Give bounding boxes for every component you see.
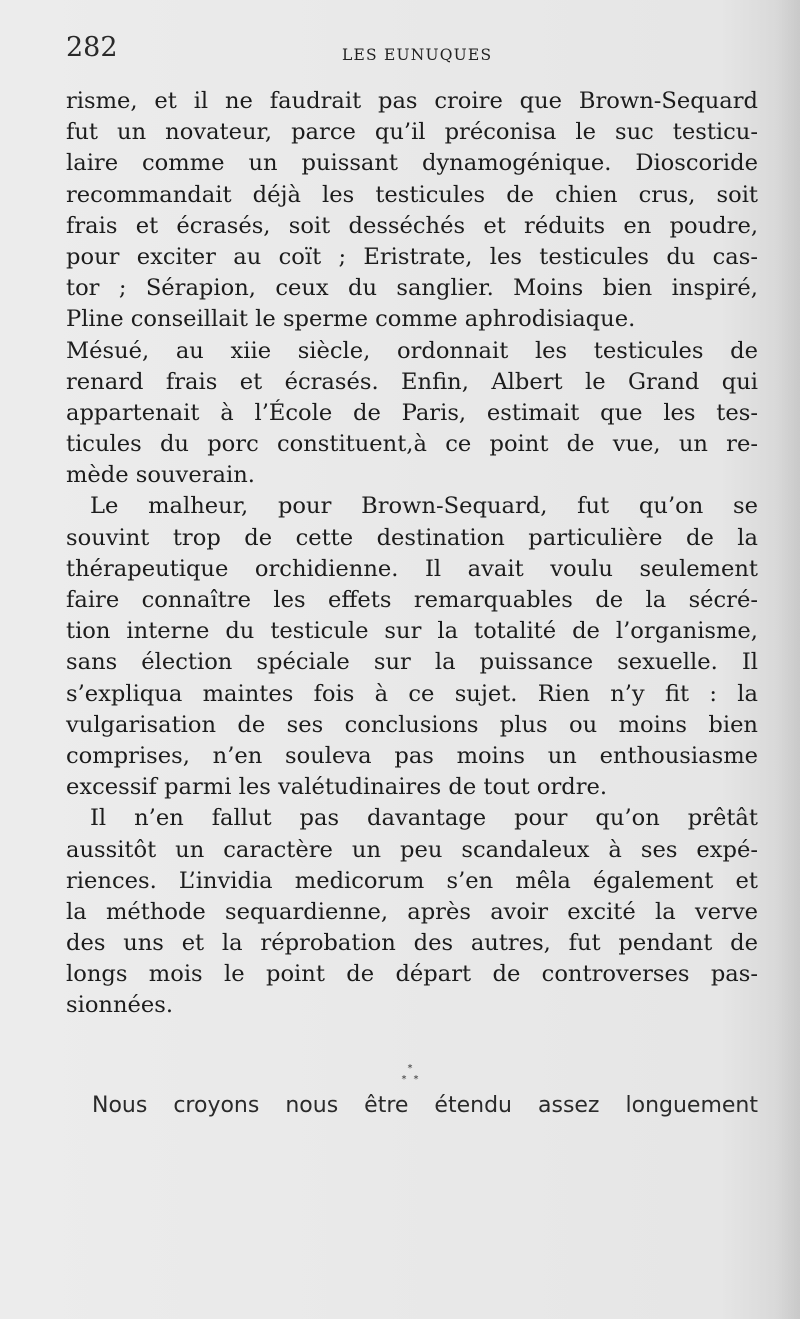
asterism-ornament	[394, 1062, 426, 1088]
text-line: aussitôt un caractère un peu scandaleux à ses expé-	[66, 836, 758, 863]
text-line: Le malheur, pour Brown-Sequard, fut qu’on se	[90, 493, 758, 520]
text-line: tion interne du testicule sur la totalité de l’organisme,	[66, 618, 758, 645]
text-line: excessif parmi les valétudinaires de tout ordre.	[66, 774, 608, 801]
svg-text:*: *	[401, 1074, 407, 1085]
text-line: tor ; Sérapion, ceux du sanglier. Moins bien inspiré,	[66, 275, 758, 302]
svg-text:*: *	[407, 1063, 413, 1074]
text-line: recommandait déjà les testicules de chien crus, soit	[66, 181, 758, 208]
text-line: sionnées.	[66, 992, 174, 1019]
body-text	[66, 86, 758, 1022]
running-title: LES EUNUQUES	[342, 46, 493, 64]
text-line: laire comme un puissant dynamogénique. Dioscoride	[66, 150, 758, 177]
text-line: renard frais et écrasés. Enfin, Albert le Grand qui	[66, 368, 758, 395]
text-line: sans élection spéciale sur la puissance sexuelle. Il	[66, 649, 758, 676]
text-line: risme, et il ne faudrait pas croire que Brown-Sequard	[66, 88, 758, 114]
text-line: frais et écrasés, soit desséchés et réduits en poudre,	[66, 212, 758, 239]
text-line: souvint trop de cette destination particulière de la	[66, 524, 758, 551]
text-line: longs mois le point de départ de controverses pas-	[66, 961, 758, 988]
text-line: comprises, n’en souleva pas moins un enthousiasme	[66, 742, 758, 769]
text-line: ticules du porc constituent,à ce point de vue, un re-	[66, 431, 758, 458]
text-line: riences. L’invidia medicorum s’en mêla également et	[66, 867, 758, 894]
page-number: 282	[66, 32, 118, 63]
text-line: des uns et la réprobation des autres, fut pendant de	[66, 930, 758, 957]
text-line: pour exciter au coït ; Eristrate, les testicules du cas-	[66, 243, 758, 270]
closing-line: Nous croyons nous être étendu assez longuement	[92, 1093, 758, 1118]
text-line: s’expliqua maintes fois à ce sujet. Rien n’y fit : la	[66, 680, 758, 707]
text-line: faire connaître les effets remarquables de la sécré-	[66, 587, 758, 613]
text-line: vulgarisation de ses conclusions plus ou moins bien	[66, 711, 758, 738]
text-line: mède souverain.	[66, 462, 255, 489]
text-line: Il n’en fallut pas davantage pour qu’on prêtât	[90, 805, 758, 832]
text-line: thérapeutique orchidienne. Il avait voulu seulement	[66, 555, 758, 582]
text-line: fut un novateur, parce qu’il préconisa le suc testicu-	[66, 119, 758, 146]
text-line: la méthode sequardienne, après avoir excité la verve	[66, 898, 758, 925]
text-line: Mésué, au xiie siècle, ordonnait les testicules de	[66, 337, 758, 364]
svg-text:*: *	[413, 1074, 419, 1085]
asterism-icon	[394, 1062, 426, 1086]
text-line: appartenait à l’École de Paris, estimait que les tes-	[66, 399, 758, 426]
text-line: Pline conseillait le sperme comme aphrodisiaque.	[66, 306, 636, 333]
